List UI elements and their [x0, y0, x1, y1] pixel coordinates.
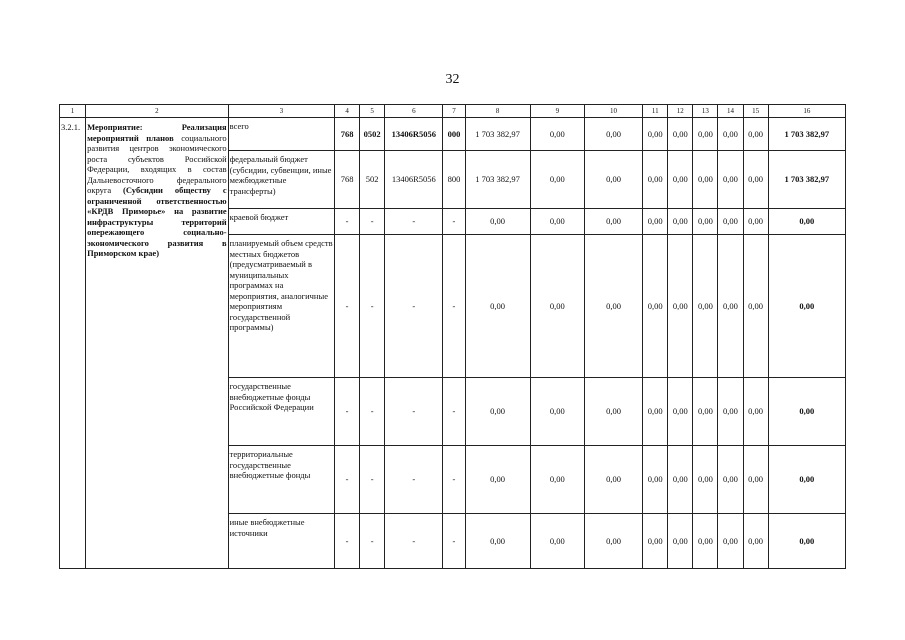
cell-c9: 0,00: [530, 514, 584, 569]
cell-c6: -: [385, 446, 443, 514]
column-header-4: 4: [335, 105, 360, 118]
cell-c16: 0,00: [768, 235, 845, 378]
column-header-8: 8: [465, 105, 530, 118]
column-header-1: 1: [60, 105, 86, 118]
cell-c16: 1 703 382,97: [768, 151, 845, 209]
cell-c5: 0502: [360, 118, 385, 151]
cell-c10: 0,00: [584, 235, 642, 378]
cell-c12: 0,00: [668, 446, 693, 514]
column-header-14: 14: [718, 105, 743, 118]
cell-c13: 0,00: [693, 378, 718, 446]
cell-c8: 0,00: [465, 235, 530, 378]
cell-c14: 0,00: [718, 118, 743, 151]
funding-source: государственные внебюджетные фонды Российской Федерации: [228, 378, 334, 446]
cell-c14: 0,00: [718, 446, 743, 514]
cell-c9: 0,00: [530, 151, 584, 209]
cell-c16: 0,00: [768, 514, 845, 569]
cell-c10: 0,00: [584, 378, 642, 446]
column-header-3: 3: [228, 105, 334, 118]
column-header-2: 2: [86, 105, 229, 118]
column-header-6: 6: [385, 105, 443, 118]
cell-c6: 13406R5056: [385, 118, 443, 151]
cell-c14: 0,00: [718, 378, 743, 446]
cell-c10: 0,00: [584, 514, 642, 569]
cell-c5: -: [360, 446, 385, 514]
funding-source: территориальные государственные внебюджетные фонды: [228, 446, 334, 514]
cell-c14: 0,00: [718, 514, 743, 569]
cell-c13: 0,00: [693, 118, 718, 151]
cell-c8: 0,00: [465, 378, 530, 446]
column-header-10: 10: [584, 105, 642, 118]
funding-source: иные внебюджетные источники: [228, 514, 334, 569]
cell-c8: 0,00: [465, 446, 530, 514]
cell-c14: 0,00: [718, 151, 743, 209]
cell-c14: 0,00: [718, 235, 743, 378]
cell-c7: -: [443, 446, 465, 514]
table-row: [60, 118, 846, 151]
cell-c4: -: [335, 378, 360, 446]
item-code: 3.2.1.: [60, 118, 86, 569]
cell-c9: 0,00: [530, 209, 584, 235]
cell-c4: -: [335, 514, 360, 569]
column-header-16: 16: [768, 105, 845, 118]
cell-c8: 1 703 382,97: [465, 118, 530, 151]
funding-source: планируемый объем средств местных бюджетов (предусматриваемый в муниципальных программах на мероприятия, аналогичные мероприятиям государственной программы): [228, 235, 334, 378]
cell-c12: 0,00: [668, 378, 693, 446]
cell-c6: -: [385, 209, 443, 235]
cell-c9: 0,00: [530, 446, 584, 514]
cell-c11: 0,00: [643, 209, 668, 235]
page-number: 32: [445, 72, 460, 87]
cell-c6: 13406R5056: [385, 151, 443, 209]
cell-c14: 0,00: [718, 209, 743, 235]
budget-table: [59, 104, 846, 569]
cell-c6: -: [385, 235, 443, 378]
cell-c10: 0,00: [584, 118, 642, 151]
cell-c12: 0,00: [668, 151, 693, 209]
funding-source: краевой бюджет: [228, 209, 334, 235]
cell-c4: 768: [335, 118, 360, 151]
cell-c12: 0,00: [668, 514, 693, 569]
column-header-11: 11: [643, 105, 668, 118]
cell-c8: 0,00: [465, 209, 530, 235]
cell-c15: 0,00: [743, 514, 768, 569]
cell-c10: 0,00: [584, 151, 642, 209]
cell-c4: 768: [335, 151, 360, 209]
cell-c10: 0,00: [584, 446, 642, 514]
cell-c10: 0,00: [584, 209, 642, 235]
cell-c13: 0,00: [693, 514, 718, 569]
cell-c4: -: [335, 235, 360, 378]
cell-c16: 0,00: [768, 209, 845, 235]
cell-c9: 0,00: [530, 378, 584, 446]
cell-c13: 0,00: [693, 209, 718, 235]
cell-c4: -: [335, 446, 360, 514]
cell-c11: 0,00: [643, 446, 668, 514]
column-header-5: 5: [360, 105, 385, 118]
cell-c16: 0,00: [768, 378, 845, 446]
cell-c5: 502: [360, 151, 385, 209]
cell-c13: 0,00: [693, 235, 718, 378]
cell-c15: 0,00: [743, 209, 768, 235]
cell-c15: 0,00: [743, 151, 768, 209]
cell-c7: -: [443, 235, 465, 378]
cell-c16: 0,00: [768, 446, 845, 514]
cell-c6: -: [385, 514, 443, 569]
cell-c15: 0,00: [743, 235, 768, 378]
cell-c5: -: [360, 235, 385, 378]
cell-c12: 0,00: [668, 235, 693, 378]
column-header-9: 9: [530, 105, 584, 118]
cell-c15: 0,00: [743, 378, 768, 446]
column-header-15: 15: [743, 105, 768, 118]
column-header-13: 13: [693, 105, 718, 118]
cell-c15: 0,00: [743, 118, 768, 151]
cell-c5: -: [360, 209, 385, 235]
cell-c11: 0,00: [643, 514, 668, 569]
cell-c7: 000: [443, 118, 465, 151]
column-header-12: 12: [668, 105, 693, 118]
cell-c12: 0,00: [668, 118, 693, 151]
cell-c4: -: [335, 209, 360, 235]
cell-c16: 1 703 382,97: [768, 118, 845, 151]
column-header-7: 7: [443, 105, 465, 118]
cell-c7: -: [443, 209, 465, 235]
cell-c12: 0,00: [668, 209, 693, 235]
cell-c13: 0,00: [693, 151, 718, 209]
cell-c9: 0,00: [530, 235, 584, 378]
cell-c7: 800: [443, 151, 465, 209]
cell-c5: -: [360, 514, 385, 569]
cell-c11: 0,00: [643, 118, 668, 151]
cell-c15: 0,00: [743, 446, 768, 514]
cell-c8: 0,00: [465, 514, 530, 569]
cell-c11: 0,00: [643, 235, 668, 378]
cell-c5: -: [360, 378, 385, 446]
cell-c9: 0,00: [530, 118, 584, 151]
cell-c11: 0,00: [643, 378, 668, 446]
funding-source: всего: [228, 118, 334, 151]
cell-c7: -: [443, 378, 465, 446]
cell-c7: -: [443, 514, 465, 569]
funding-source: федеральный бюджет (субсидии, субвенции, иные межбюджетные трансферты): [228, 151, 334, 209]
header-row: [60, 105, 846, 118]
cell-c8: 1 703 382,97: [465, 151, 530, 209]
item-description: Мероприятие: Реализация мероприятий планов социального развития центров экономического роста субъектов Российской Федерации, входящих в состав Дальневосточного федерального округа (Субсидии обществу с ограниченной ответственностью «КРДВ Приморье» на развитие инфраструктуры территорий опережающего социально-экономического развития в Приморском крае): [86, 118, 229, 569]
cell-c13: 0,00: [693, 446, 718, 514]
cell-c11: 0,00: [643, 151, 668, 209]
cell-c6: -: [385, 378, 443, 446]
